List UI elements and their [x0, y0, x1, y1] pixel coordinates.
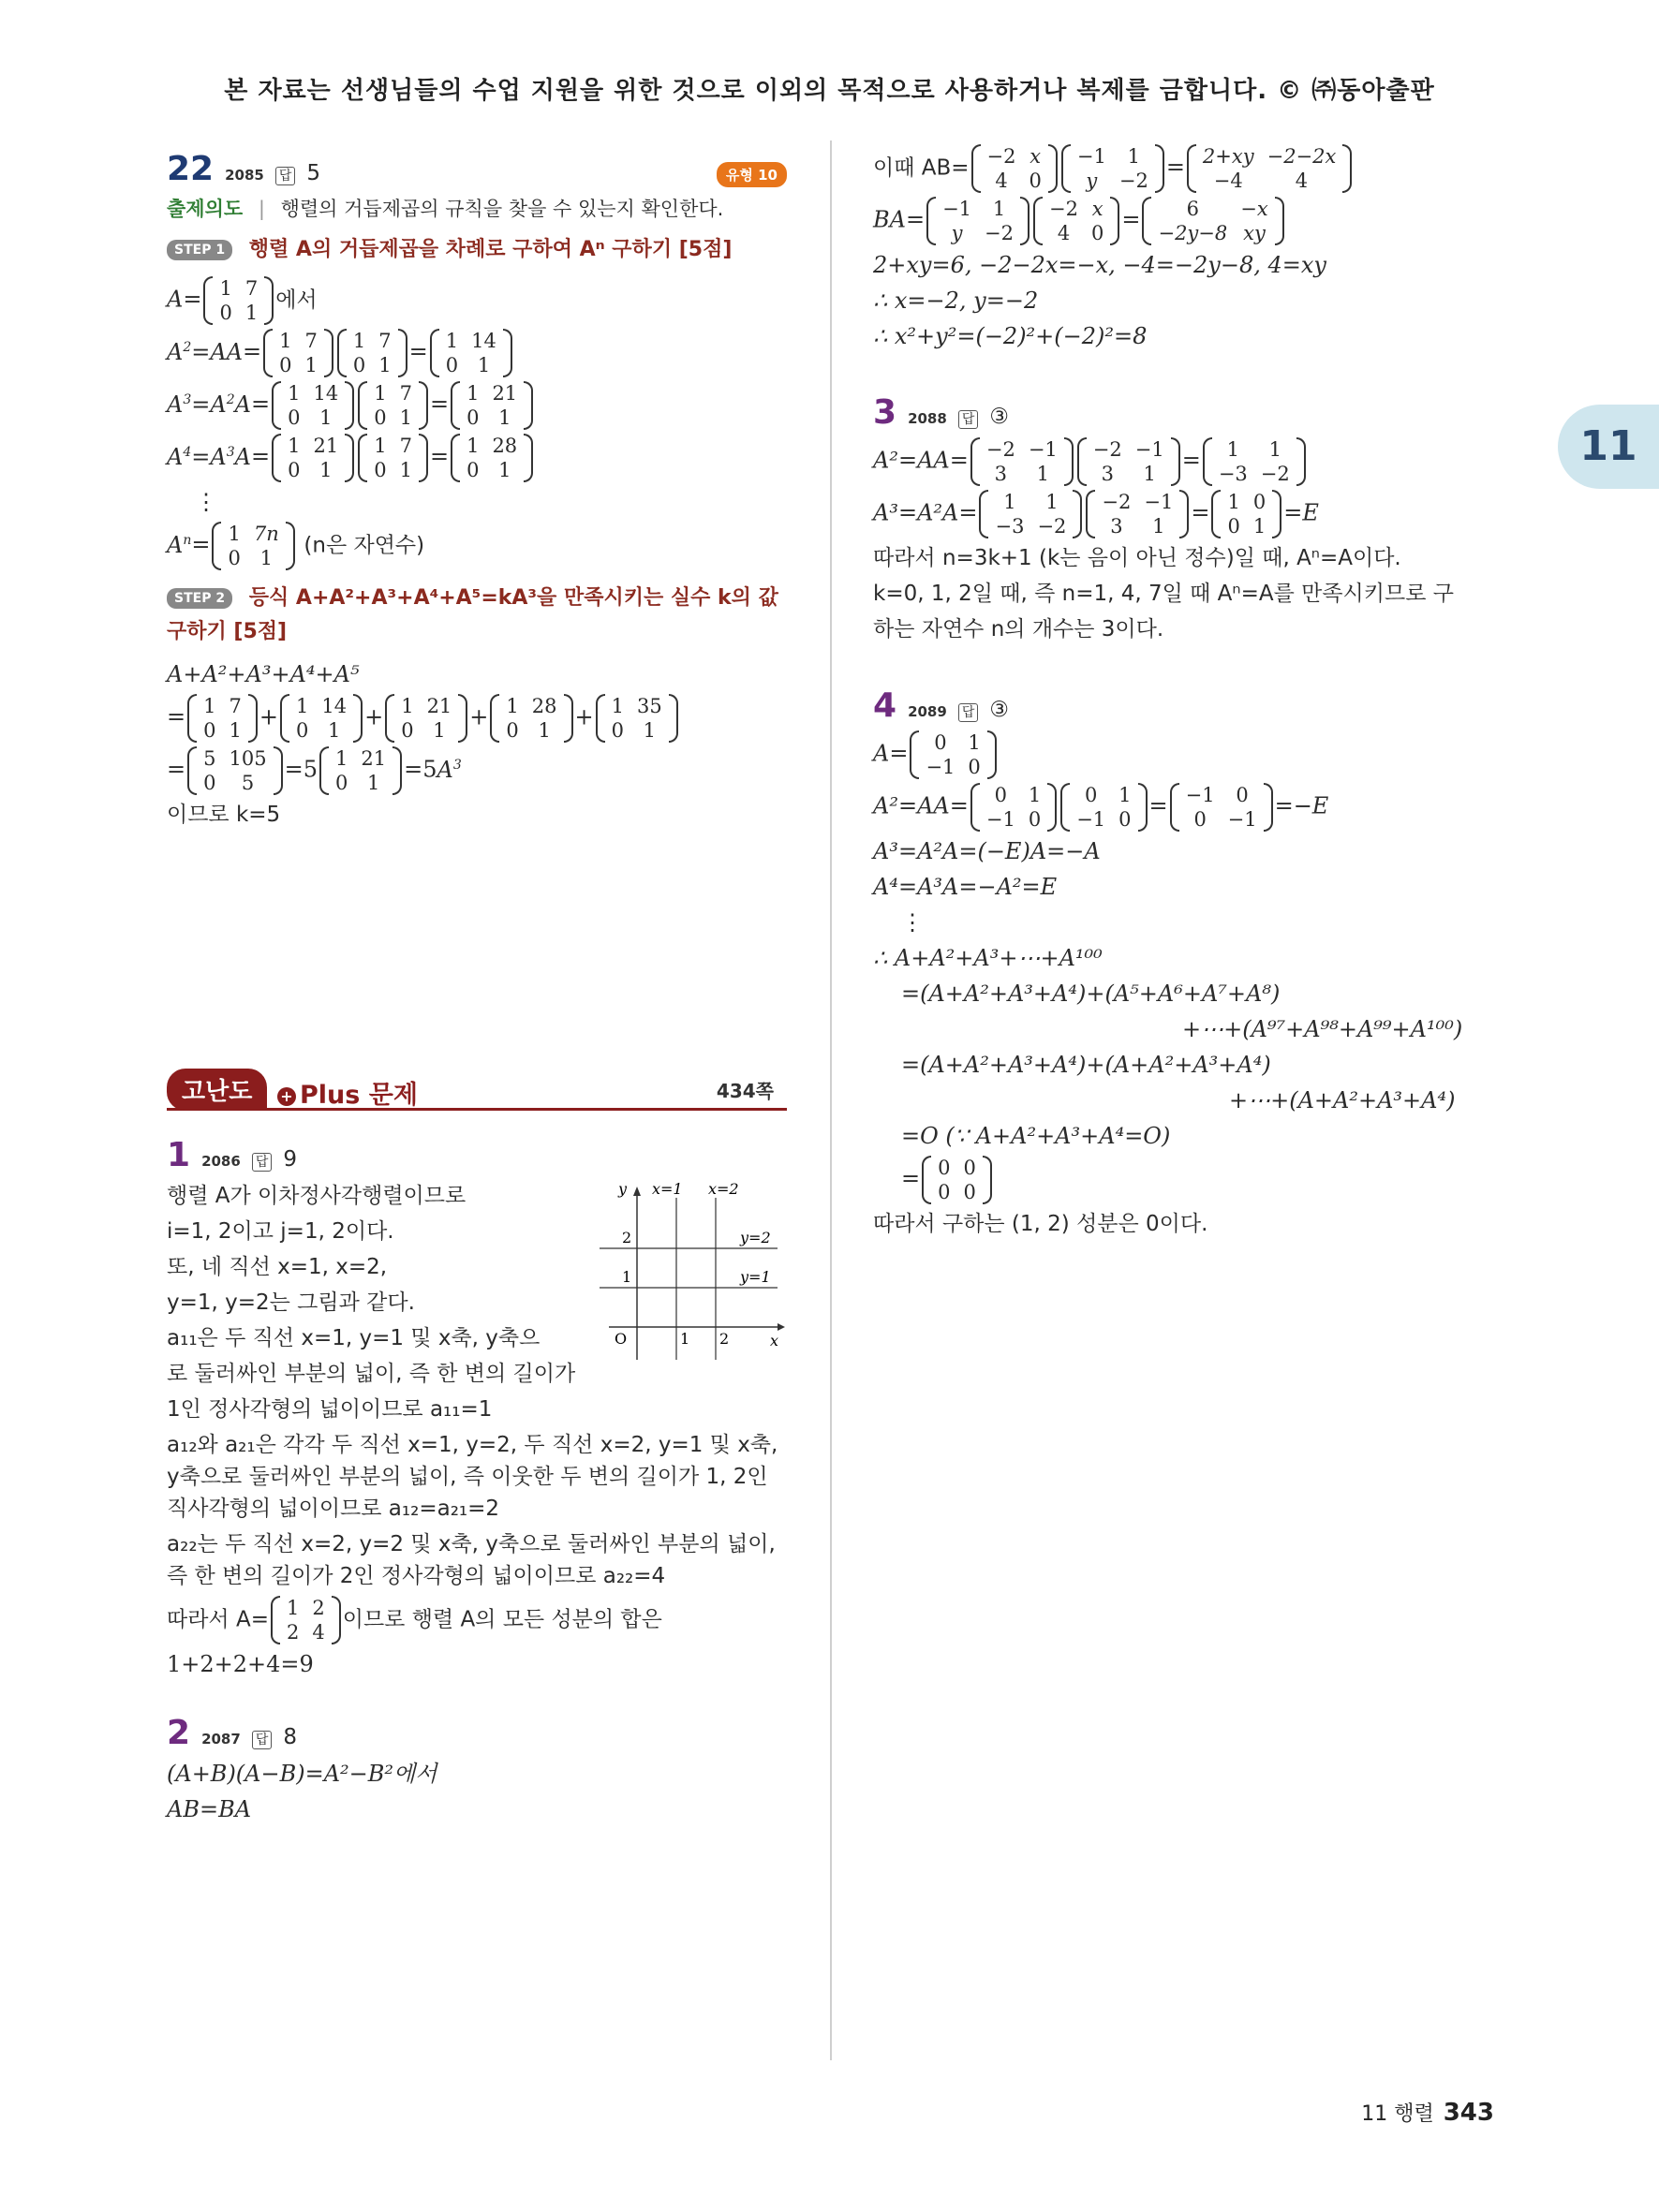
- p4-s7-prefix: =: [901, 1165, 921, 1192]
- eq-1: 2+xy=6, −2−2x=−x, −4=−2y−8, 4=xy: [873, 252, 1326, 278]
- intent-label: 출제의도: [167, 198, 244, 220]
- a2-line: $A^2=AA=$ 1 7 0 1 1 7 0 1 = 1 14 0 1: [167, 329, 787, 377]
- problem-1-header: [167, 1136, 787, 1174]
- p3-a3-prefix: A³=A²A=: [873, 499, 978, 526]
- origin-label: O: [615, 1330, 628, 1348]
- answer-label: 답: [252, 1731, 273, 1749]
- p4-a3: A³=A²A=(−E)A=−A: [873, 838, 1101, 864]
- a3-line: $A^3=A^2A=$ 1 14 0 1 1 7 0 1 = 1 21 0 1: [167, 381, 787, 430]
- p4-s7: = 0 0 0 0: [873, 1156, 1501, 1204]
- p4-s2: =(A+A²+A³+A⁴)+(A⁵+A⁶+A⁷+A⁸): [901, 981, 1281, 1007]
- section-title: [277, 1074, 418, 1111]
- problem-1: [167, 1136, 787, 1680]
- sum-line: A+A²+A³+A⁴+A⁵: [167, 661, 360, 687]
- p1-line-2: i=1, 2이고 j=1, 2이다.: [167, 1219, 394, 1244]
- ab-prefix: 이때 AB=: [873, 155, 970, 181]
- x2-label: x=2: [708, 1180, 739, 1198]
- ab-line: 이때 AB= −2 x 4 0 −1 1 y −2 = 2+xy −2−2x −4 4: [873, 144, 1501, 193]
- p1-line-9: a₂₂는 두 직선 x=2, y=2 및 x축, y축으로 둘러싸인 부분의 넓이, 즉 한 변의 길이가 2인 정사각형의 넓이이므로 a₂₂=4: [167, 1532, 776, 1588]
- step-1: [167, 233, 787, 267]
- x-label: x: [770, 1332, 779, 1349]
- p4-a2-suffix: =−E: [1274, 792, 1329, 819]
- p3-text-1: 따라서 n=3k+1 (k는 음이 아닌 정수)일 때, Aⁿ=A이다.: [873, 546, 1401, 570]
- p3-a3-line: A³=A²A= 1 1 −3 −2 −2 −1 3 1 = 1 0 0 1 =E: [873, 491, 1319, 538]
- y-label: y: [618, 1180, 628, 1198]
- problem-number: 3: [873, 393, 897, 432]
- p1-sum: 1+2+2+4=9: [167, 1651, 314, 1677]
- problem-number: 22: [167, 150, 215, 188]
- problem-2-header: [167, 1714, 787, 1752]
- answer-label: 답: [958, 703, 979, 722]
- problem-code: 2088: [908, 410, 947, 427]
- suffix: 에서: [275, 288, 318, 313]
- p3-a3-suffix: =E: [1283, 499, 1319, 526]
- problem-code: 2087: [201, 1731, 241, 1747]
- problem-code: 2089: [908, 703, 947, 720]
- vdots: ⋮: [195, 489, 217, 515]
- answer-value: 5: [306, 161, 321, 185]
- p4-s3: +⋯+(A⁹⁷+A⁹⁸+A⁹⁹+A¹⁰⁰): [1182, 1016, 1463, 1042]
- p4-s4: =(A+A²+A³+A⁴)+(A+A²+A³+A⁴): [901, 1052, 1271, 1078]
- grid-graph: [590, 1177, 787, 1364]
- problem-22-header: [167, 150, 787, 188]
- answer-value: ③: [989, 698, 1009, 722]
- matrix-a-line: A= 1 7 0 1 에서: [167, 277, 318, 324]
- page-footer: [1361, 2098, 1494, 2127]
- section-header: [167, 1065, 787, 1113]
- p4-a2-line: A²=AA= 0 1 −1 0 0 1 −1 0 = −1 0 0 −1 =−E: [873, 784, 1329, 831]
- p4-a-prefix: A=: [873, 740, 909, 767]
- x-axis-arrow: [778, 1323, 785, 1331]
- p3-a2-line: A²=AA= −2 −1 3 1 −2 −1 3 1 = 1 1 −3 −2: [873, 437, 1501, 486]
- p1-line-5: a₁₁은 두 직선 x=1, y=1 및 x축, y축으: [167, 1326, 541, 1350]
- tick-x2: 2: [719, 1330, 730, 1348]
- an-note: (n은 자연수): [304, 533, 425, 558]
- section-page-ref: 434쪽: [716, 1080, 774, 1102]
- p3-text-2: k=0, 1, 2일 때, 즉 n=1, 4, 7일 때 Aⁿ=A를 만족시키므로 구: [873, 582, 1454, 606]
- answer-label: 답: [252, 1153, 273, 1172]
- p4-s1: ∴ A+A²+A³+⋯+A¹⁰⁰: [873, 945, 1103, 971]
- problem-number: 1: [167, 1136, 191, 1174]
- p2-line-2: AB=BA: [167, 1796, 252, 1822]
- tick-x1: 1: [680, 1330, 690, 1348]
- y1-label: y=1: [740, 1268, 771, 1286]
- a4-line: $A^4=A^3A=$ 1 21 0 1 1 7 0 1 = 1 28 0 1: [167, 434, 787, 482]
- intent-text: 행렬의 거듭제곱의 규칙을 찾을 수 있는지 확인한다.: [280, 198, 724, 220]
- problem-code: 2086: [201, 1153, 241, 1170]
- tick-y2: 2: [622, 1229, 632, 1246]
- answer-value: ③: [989, 405, 1009, 429]
- ba-line: BA= −1 1 y −2 −2 x 4 0 = 6 −x −2y−8 xy: [873, 197, 1501, 245]
- problem-code: 2085: [225, 167, 264, 184]
- p1-line-8: a₁₂와 a₂₁은 각각 두 직선 x=1, y=2, 두 직선 x=2, y=1 및 x축, y축으로 둘러싸인 부분의 넓이, 즉 이웃한 두 변의 길이가 1, 2인 직사각형의 넓이이므로 a₁₂=a₂₁=2: [167, 1433, 778, 1521]
- sum-result-line: = 5 105 0 5 =5 1 21 0 1 $=5A^3$: [167, 747, 462, 794]
- footer-chapter: 11 행렬: [1361, 2102, 1434, 2126]
- p4-a-line: A= 0 1 −1 0: [873, 730, 1501, 779]
- p4-s6: =O (∵ A+A²+A³+A⁴=O): [901, 1123, 1171, 1149]
- p1-final-prefix: 따라서 A=: [167, 1607, 269, 1632]
- x1-label: x=1: [652, 1180, 683, 1198]
- column-divider: [830, 140, 832, 2060]
- answer-value: 9: [283, 1147, 297, 1172]
- p4-final: 따라서 구하는 (1, 2) 성분은 0이다.: [873, 1212, 1208, 1236]
- an-line: $A^n=$ 1 7n 0 1 (n은 자연수): [167, 523, 425, 569]
- p1-line-6: 로 둘러싸인 부분의 넓이, 즉 한 변의 길이가: [167, 1362, 576, 1386]
- chapter-tab[interactable]: 11: [1558, 405, 1659, 489]
- problem-number: 4: [873, 686, 897, 725]
- left-column: [167, 140, 787, 1829]
- intent-separator: |: [258, 198, 265, 220]
- p1-line-1: 행렬 A가 이차정사각행렬이므로: [167, 1184, 467, 1208]
- type-tag: 유형 10: [717, 162, 787, 187]
- section-title-text: Plus 문제: [300, 1081, 418, 1110]
- p4-a2-prefix: A²=AA=: [873, 792, 969, 819]
- problem-4-header: [873, 686, 1501, 725]
- p1-line-3: 또, 네 직선 x=1, x=2,: [167, 1255, 388, 1279]
- p2-line-1: (A+B)(A−B)=A²−B²에서: [167, 1761, 437, 1787]
- answer-label: 답: [958, 410, 979, 429]
- conclusion-22: 이므로 k=5: [167, 803, 281, 827]
- step-1-text: 행렬 A의 거듭제곱을 차례로 구하여 Aⁿ 구하기 [5점]: [248, 238, 733, 261]
- eq-3: ∴ x²+y²=(−2)²+(−2)²=8: [873, 323, 1148, 349]
- problem-number: 2: [167, 1714, 191, 1752]
- copyright-banner: 본 자료는 선생님들의 수업 지원을 위한 것으로 이외의 목적으로 사용하거나 복제를 금합니다. © ㈜동아출판: [224, 77, 1435, 105]
- plus-icon: +: [277, 1087, 296, 1106]
- tick-y1: 1: [622, 1268, 632, 1286]
- step-2: [167, 582, 787, 649]
- p3-text-3: 하는 자연수 n의 개수는 3이다.: [873, 617, 1164, 641]
- answer-label: 답: [275, 167, 296, 185]
- ba-prefix: BA=: [873, 206, 926, 233]
- page-number: 343: [1443, 2099, 1494, 2127]
- p3-a2-prefix: A²=AA=: [873, 447, 969, 474]
- p4-a4: A⁴=A³A=−A²=E: [873, 874, 1058, 900]
- problem-3-header: [873, 393, 1501, 432]
- section-pill: 고난도: [167, 1069, 267, 1111]
- p1-final-suffix: 이므로 행렬 A의 모든 성분의 합은: [342, 1607, 662, 1632]
- step-2-text: 등식 A+A²+A³+A⁴+A⁵=kA³을 만족시키는 실수 k의 값 구하기 [5점]: [167, 586, 778, 643]
- answer-value: 8: [283, 1725, 297, 1749]
- step-1-badge: STEP 1: [167, 240, 232, 260]
- p4-vdots: ⋮: [901, 909, 924, 936]
- grid-graph-svg: [590, 1177, 787, 1364]
- y2-label: y=2: [740, 1229, 771, 1246]
- intent-line: [167, 194, 787, 222]
- p1-line-4: y=1, y=2는 그림과 같다.: [167, 1290, 415, 1315]
- p1-line-7: 1인 정사각형의 넓이이므로 a₁₁=1: [167, 1397, 493, 1422]
- eq-2: ∴ x=−2, y=−2: [873, 288, 1039, 314]
- right-column: [873, 140, 1501, 1244]
- p4-s5: +⋯+(A+A²+A³+A⁴): [1229, 1087, 1456, 1113]
- p1-final-line: 따라서 A= 1 2 2 4 이므로 행렬 A의 모든 성분의 합은: [167, 1597, 662, 1644]
- sum-matrices-line: = 1 7 0 1 + 1 14 0 1 + 1 21 0 1 + 1 28 0 1 + 1 35 0 1: [167, 694, 787, 743]
- step-2-badge: STEP 2: [167, 588, 232, 609]
- y-axis-arrow: [633, 1187, 641, 1196]
